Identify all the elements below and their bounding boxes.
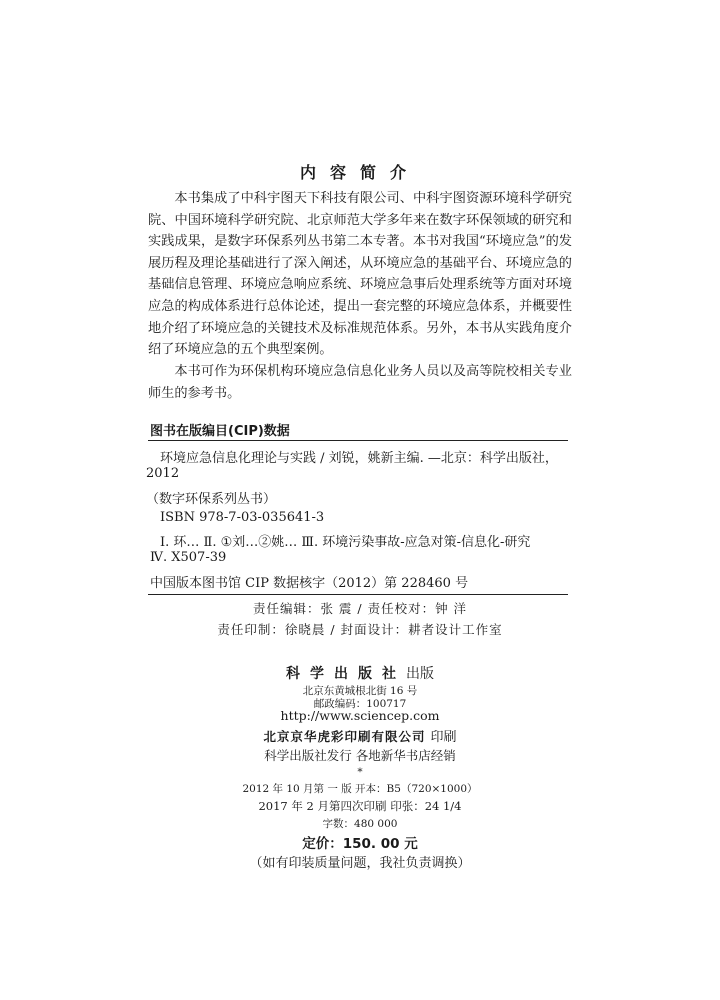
cip-series: （数字环保系列丛书） (146, 492, 277, 507)
edition-line-3: 字数：480 000 (322, 818, 398, 830)
credits-line-1: 责任编辑：张 震 / 责任校对：钟 洋 (252, 601, 468, 616)
cip-year: 2012 (146, 466, 180, 481)
price-label: 定价： (302, 836, 343, 852)
cip-top-rule (148, 440, 568, 441)
printer-suffix: 印刷 (430, 730, 457, 745)
summary-paragraph-1: 本书集成了中科宇图天下科技有限公司、中科宇图资源环境科学研究院、中国环境科学研究院、北京师范大学多年来在数字环保领域的研究和实践成果，是数字环保系列丛书第二本专著。本书对我国“环境应急”的发展历程及理论基础进行了深入阐述，从环境应急的基础平台、环境应急的基础信息管理、环境应急响应系统、环境应急事后处理系统等方面对环境应急的构成体系进行总体论述，提出一套完整的环境应急体系，并概要性地介绍了环境应急的关键技术及标准规范体系。另外，本书从实践角度介绍了环境应急的五个典型案例。 (148, 191, 572, 358)
publisher-postcode: 邮政编码：100717 (313, 698, 407, 710)
publisher-name: 科学出版社 (286, 666, 406, 682)
printer-line (0, 726, 720, 745)
publisher-suffix: 出版 (406, 666, 434, 682)
cip-classification-1: Ⅰ. 环… Ⅱ. ①刘…②姚… Ⅲ. 环境污染事故-应急对策-信息化-研究 (160, 535, 531, 550)
cip-bottom-rule (148, 594, 568, 595)
summary-paragraph-2: 本书可作为环保机构环境应急信息化业务人员以及高等院校相关专业师生的参考书。 (148, 364, 572, 401)
price-line (0, 832, 720, 852)
cip-number: 中国版本图书馆 CIP 数据核字（2012）第 228460 号 (150, 576, 469, 591)
separator-star: * (357, 766, 363, 778)
edition-line-1: 2012 年 10 月第 一 版 开本：B5（720×1000） (242, 783, 478, 795)
cip-heading: 图书在版编目(CIP)数据 (150, 424, 290, 439)
cip-isbn: ISBN 978-7-03-035641-3 (160, 510, 325, 525)
printer-name: 北京京华虎彩印刷有限公司 (263, 729, 426, 744)
cip-classification-2: Ⅳ. X507-39 (150, 550, 227, 565)
cip-title-line: 环境应急信息化理论与实践 / 刘锐，姚新主编. —北京：科学出版社， (160, 451, 558, 466)
quality-notice: （如有印装质量问题，我社负责调换） (249, 856, 471, 871)
publisher-url: http://www.sciencep.com (280, 708, 440, 723)
edition-line-2: 2017 年 2 月第四次印刷 印张：24 1/4 (258, 799, 462, 813)
distribution-line: 科学出版社发行 各地新华书店经销 (264, 748, 456, 763)
publisher-address: 北京东黄城根北街 16 号 (302, 685, 418, 697)
price-value: 150. 00 元 (342, 836, 418, 852)
credits-line-2: 责任印制：徐晓晨 / 封面设计：耕者设计工作室 (217, 622, 503, 637)
publisher-line (0, 663, 720, 683)
summary-title: 内容简介 (299, 163, 420, 182)
